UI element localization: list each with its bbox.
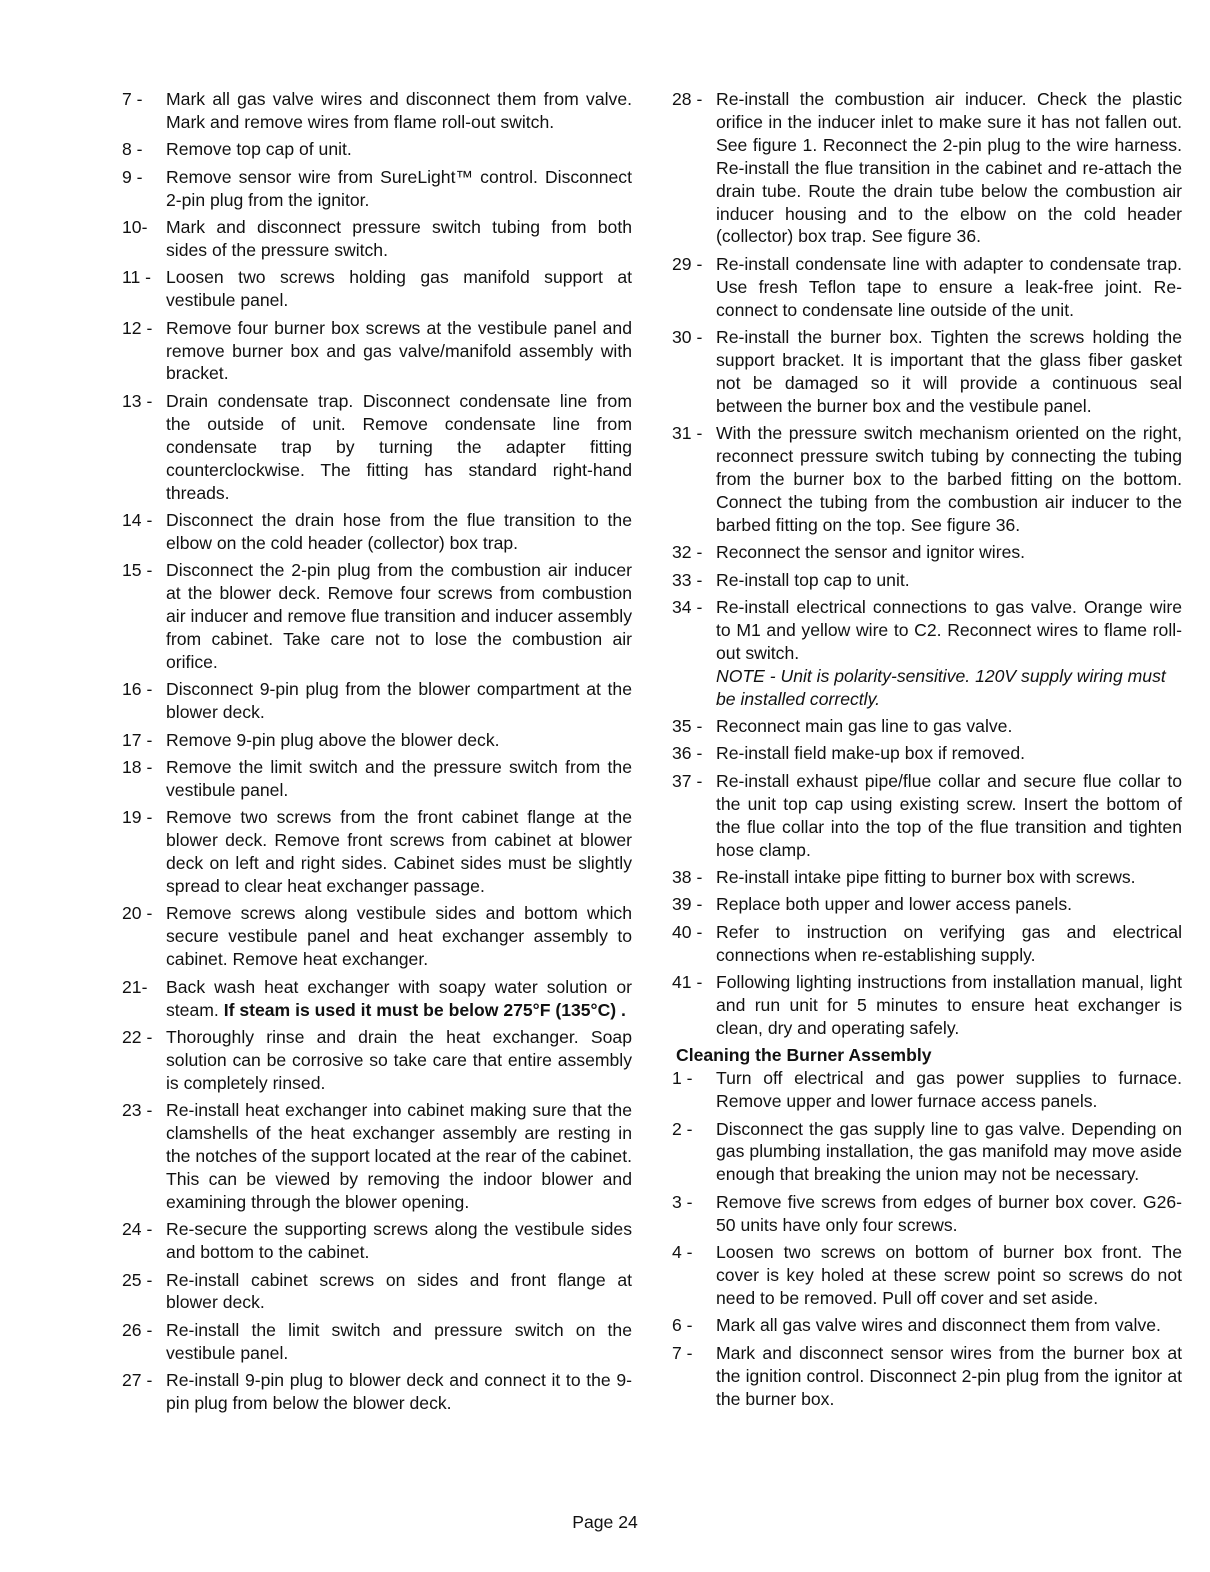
step-9 (122, 166, 632, 212)
step-text: Loosen two screws on bottom of burner box front. The cover is key holed at these screw point so screws do not need to be removed. Pull off cover and set aside. (716, 1242, 1182, 1308)
step-number: 18 - (122, 756, 153, 777)
step-text: Remove top cap of unit. (166, 139, 352, 160)
step-text (166, 976, 632, 1022)
burner-step-3 (672, 1191, 1182, 1237)
step-number: 26 - (122, 1319, 153, 1340)
step-19 (122, 806, 632, 898)
steam-warning: If steam is used it must be below 275°F (135°C) . (223, 999, 626, 1020)
step-text: Mark and disconnect pressure switch tubing from both sides of the pressure switch. (166, 217, 632, 260)
step-number: 41 - (672, 972, 703, 993)
step-40 (672, 921, 1182, 967)
step-34 (672, 596, 1182, 711)
step-number: 27 - (122, 1370, 153, 1391)
step-number: 31 - (672, 423, 703, 444)
step-31 (672, 422, 1182, 537)
step-33 (672, 569, 1182, 592)
step-17 (122, 729, 632, 752)
step-text: Remove sensor wire from SureLight™ control. Disconnect 2-pin plug from the ignitor. (166, 166, 632, 210)
burner-step-6 (672, 1314, 1182, 1337)
step-number: 32 - (672, 542, 703, 563)
step-14 (122, 509, 632, 555)
step-text: Drain condensate trap. Disconnect condensate line from the outside of unit. Remove condensate line from condensate trap by turning the adapter fitting counterclockwise. The fitting has standard right-hand threads. (166, 390, 632, 503)
step-30 (672, 326, 1182, 418)
burner-step-2 (672, 1118, 1182, 1187)
step-26 (122, 1319, 632, 1365)
step-text: Reconnect main gas line to gas valve. (716, 716, 1013, 737)
step-number: 1 - (672, 1068, 693, 1089)
step-number: 36 - (672, 743, 703, 764)
step-number: 20 - (122, 903, 153, 924)
step-number: 33 - (672, 569, 703, 590)
step-number: 15 - (122, 560, 153, 581)
step-number: 30 - (672, 327, 703, 348)
step-number: 34 - (672, 597, 703, 618)
step-number: 8 - (122, 139, 143, 160)
step-text: Reconnect the sensor and ignitor wires. (716, 542, 1026, 563)
step-37 (672, 770, 1182, 862)
step-number: 40 - (672, 921, 703, 942)
page-number: Page 24 (572, 1512, 638, 1532)
step-text: Remove 9-pin plug above the blower deck. (166, 729, 500, 750)
step-number: 2 - (672, 1118, 693, 1139)
step-number: 9 - (122, 166, 143, 187)
step-29 (672, 253, 1182, 322)
burner-step-4 (672, 1241, 1182, 1310)
step-number: 6 - (672, 1315, 693, 1336)
step-text: Remove four burner box screws at the vestibule panel and remove burner box and gas valve/manifold assembly with bracket. (166, 317, 632, 384)
step-text-plain: Back wash heat exchanger with soapy water solution or steam. (166, 976, 632, 1020)
step-number: 23 - (122, 1100, 153, 1121)
step-23 (122, 1099, 632, 1214)
polarity-note: NOTE - Unit is polarity-sensitive. 120V supply wiring must be installed correctly. (716, 665, 1166, 709)
step-28 (672, 88, 1182, 248)
step-number: 19 - (122, 807, 153, 828)
step-text: Re-install field make-up box if removed. (716, 743, 1025, 764)
step-text: Remove the limit switch and the pressure switch from the vestibule panel. (166, 756, 632, 800)
step-7 (122, 88, 632, 134)
step-number: 25 - (122, 1269, 153, 1290)
step-22 (122, 1026, 632, 1095)
step-32 (672, 541, 1182, 564)
step-number: 24 - (122, 1219, 153, 1240)
step-number: 38 - (672, 867, 703, 887)
step-text: Re-secure the supporting screws along the vestibule sides and bottom to the cabinet. (166, 1219, 632, 1263)
step-number: 21- (122, 976, 148, 997)
step-text: Re-install cabinet screws on sides and front flange at blower deck. (166, 1269, 632, 1313)
step-text: With the pressure switch mechanism oriented on the right, reconnect pressure switch tubing by connecting the tubing from the burner box to the barbed fitting on the bottom. Connect the tubing from the combustion air inducer to the barbed fitting on the top. See figure 36. (716, 423, 1182, 535)
step-text: Thoroughly rinse and drain the heat exchanger. Soap solution can be corrosive so take care that entire assembly is completely rinsed. (166, 1026, 632, 1093)
step-number: 3 - (672, 1191, 693, 1212)
section-heading-burner: Cleaning the Burner Assembly (676, 1045, 932, 1066)
step-text: Re-install the burner box. Tighten the screws holding the support bracket. It is important that the glass fiber gasket not be damaged so it will provide a continuous seal between the burner box and the vestibule panel. (716, 327, 1182, 416)
step-text: Mark all gas valve wires and disconnect them from valve. Mark and remove wires from flame roll-out switch. (166, 89, 632, 132)
step-13 (122, 390, 632, 505)
step-text: Refer to instruction on verifying gas and electrical connections when re-establishing supply. (716, 921, 1182, 965)
step-text: Re-install top cap to unit. (716, 569, 910, 590)
step-text: Re-install exhaust pipe/flue collar and secure flue collar to the unit top cap using existing screw. Insert the bottom of the flue collar into the top of the flue transition and tighten hose clamp. (716, 770, 1182, 860)
left-column (122, 88, 632, 1419)
step-number: 10- (122, 217, 148, 238)
step-number: 39 - (672, 894, 703, 915)
step-text: Remove screws along vestibule sides and bottom which secure vestibule panel and heat exchanger assembly to cabinet. Remove heat exchanger. (166, 903, 632, 970)
step-number: 7 - (122, 89, 143, 109)
step-text: Mark all gas valve wires and disconnect them from valve. (716, 1315, 1161, 1336)
step-18 (122, 756, 632, 802)
step-number: 29 - (672, 253, 703, 274)
step-number: 12 - (122, 317, 153, 338)
step-text: Re-install heat exchanger into cabinet making sure that the clamshells of the heat exchanger assembly are resting in the notches of the support located at the rear of the cabinet. This can be viewed by removing the indoor blower and examining through the blower opening. (166, 1100, 632, 1212)
step-8 (122, 138, 632, 161)
step-36 (672, 742, 1182, 765)
step-text: Re-install electrical connections to gas valve. Orange wire to M1 and yellow wire to C2. Reconnect wires to flame roll-out switch. (716, 597, 1182, 663)
step-number: 16 - (122, 679, 153, 700)
step-text: Disconnect the drain hose from the flue transition to the elbow on the cold header (collector) box trap. (166, 509, 632, 553)
step-number: 4 - (672, 1242, 693, 1263)
step-text: Disconnect 9-pin plug from the blower compartment at the blower deck. (166, 679, 632, 723)
step-text: Turn off electrical and gas power supplies to furnace. Remove upper and lower furnace access panels. (716, 1068, 1182, 1112)
step-41 (672, 971, 1182, 1040)
step-16 (122, 678, 632, 724)
step-number: 13 - (122, 390, 153, 411)
step-10 (122, 216, 632, 262)
step-text: Loosen two screws holding gas manifold support at vestibule panel. (166, 267, 632, 311)
step-38 (672, 866, 1182, 889)
step-text: Re-install the limit switch and pressure switch on the vestibule panel. (166, 1319, 632, 1363)
burner-step-1 (672, 1067, 1182, 1113)
step-25 (122, 1269, 632, 1315)
step-number: 17 - (122, 729, 153, 750)
step-number: 37 - (672, 770, 703, 791)
step-15 (122, 559, 632, 674)
step-35 (672, 715, 1182, 738)
step-text: Remove five screws from edges of burner box cover. G26-50 units have only four screws. (716, 1191, 1182, 1235)
step-text: Re-install intake pipe fitting to burner box with screws. (716, 867, 1136, 887)
step-39 (672, 893, 1182, 916)
step-text: Re-install 9-pin plug to blower deck and connect it to the 9-pin plug from below the blower deck. (166, 1370, 632, 1414)
step-24 (122, 1218, 632, 1264)
step-text: Remove two screws from the front cabinet flange at the blower deck. Remove front screws from cabinet at blower deck on left and right sides. Cabinet sides must be slightly spread to clear heat exchanger passage. (166, 807, 632, 896)
step-text: Replace both upper and lower access panels. (716, 894, 1073, 915)
step-text: Mark and disconnect sensor wires from the burner box at the ignition control. Disconnect 2-pin plug from the ignitor at the burner box. (716, 1342, 1182, 1409)
step-12 (122, 317, 632, 386)
step-20 (122, 902, 632, 971)
step-text: Disconnect the 2-pin plug from the combustion air inducer at the blower deck. Remove four screws from combustion air inducer and remove flue transition and inducer assembly from cabinet. Take care not to lose the combustion air orifice. (166, 560, 632, 672)
step-11 (122, 266, 632, 312)
step-number: 22 - (122, 1026, 153, 1047)
step-number: 7 - (672, 1342, 693, 1363)
step-text: Disconnect the gas supply line to gas valve. Depending on gas plumbing installation, the gas manifold may move aside enough that breaking the union may not be necessary. (716, 1118, 1182, 1185)
step-27 (122, 1369, 632, 1415)
step-text: Re-install condensate line with adapter to condensate trap. Use fresh Teflon tape to ensure a leak-free joint. Re-connect to condensate line outside of the unit. (716, 253, 1182, 320)
step-text: Following lighting instructions from installation manual, light and run unit for 5 minutes to ensure heat exchanger is clean, dry and operating safely. (716, 972, 1182, 1038)
right-column (672, 88, 1182, 1415)
step-number: 35 - (672, 716, 703, 737)
step-number: 28 - (672, 89, 703, 109)
step-number: 14 - (122, 509, 153, 530)
burner-step-7 (672, 1342, 1182, 1411)
step-number: 11 - (122, 267, 152, 288)
step-21 (122, 976, 632, 1022)
step-text: Re-install the combustion air inducer. Check the plastic orifice in the inducer inlet to make sure it has not fallen out. See figure 1. Reconnect the 2-pin plug to the wire harness. Re-install the flue transition in the cabinet and re-attach the drain tube. Route the drain tube below the combustion air inducer housing and to the elbow on the cold header (collector) box trap. See figure 36. (716, 89, 1182, 247)
